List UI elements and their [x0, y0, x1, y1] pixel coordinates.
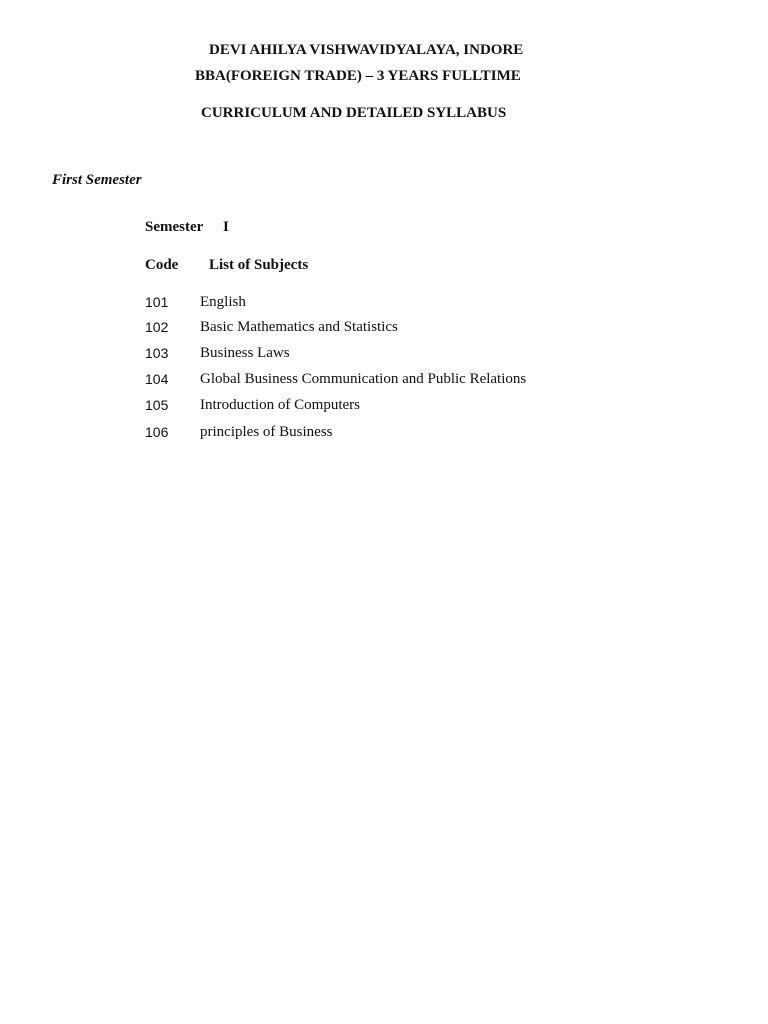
subject-name: Introduction of Computers	[200, 397, 360, 413]
subject-name: Basic Mathematics and Statistics	[200, 319, 398, 335]
subject-code: 103	[145, 345, 169, 361]
semester-label: Semester	[145, 219, 204, 235]
subjects-column-header: List of Subjects	[209, 257, 309, 273]
subject-code: 105	[145, 397, 169, 413]
section-title: First Semester	[52, 172, 142, 188]
program-title: BBA(FOREIGN TRADE) – 3 YEARS FULLTIME	[195, 68, 521, 84]
subject-name: English	[200, 294, 246, 310]
code-column-header: Code	[145, 257, 179, 273]
subject-code: 104	[145, 371, 169, 387]
subject-name: Global Business Communication and Public Relations	[200, 371, 527, 387]
university-name: DEVI AHILYA VISHWAVIDYALAYA, INDORE	[209, 42, 524, 58]
subject-name: principles of Business	[200, 424, 333, 440]
subject-code: 101	[145, 294, 169, 310]
semester-value: I	[223, 219, 229, 235]
subject-code: 102	[145, 319, 169, 335]
subject-code: 106	[145, 424, 169, 440]
subject-name: Business Laws	[200, 345, 290, 361]
document-title: CURRICULUM AND DETAILED SYLLABUS	[201, 105, 507, 121]
